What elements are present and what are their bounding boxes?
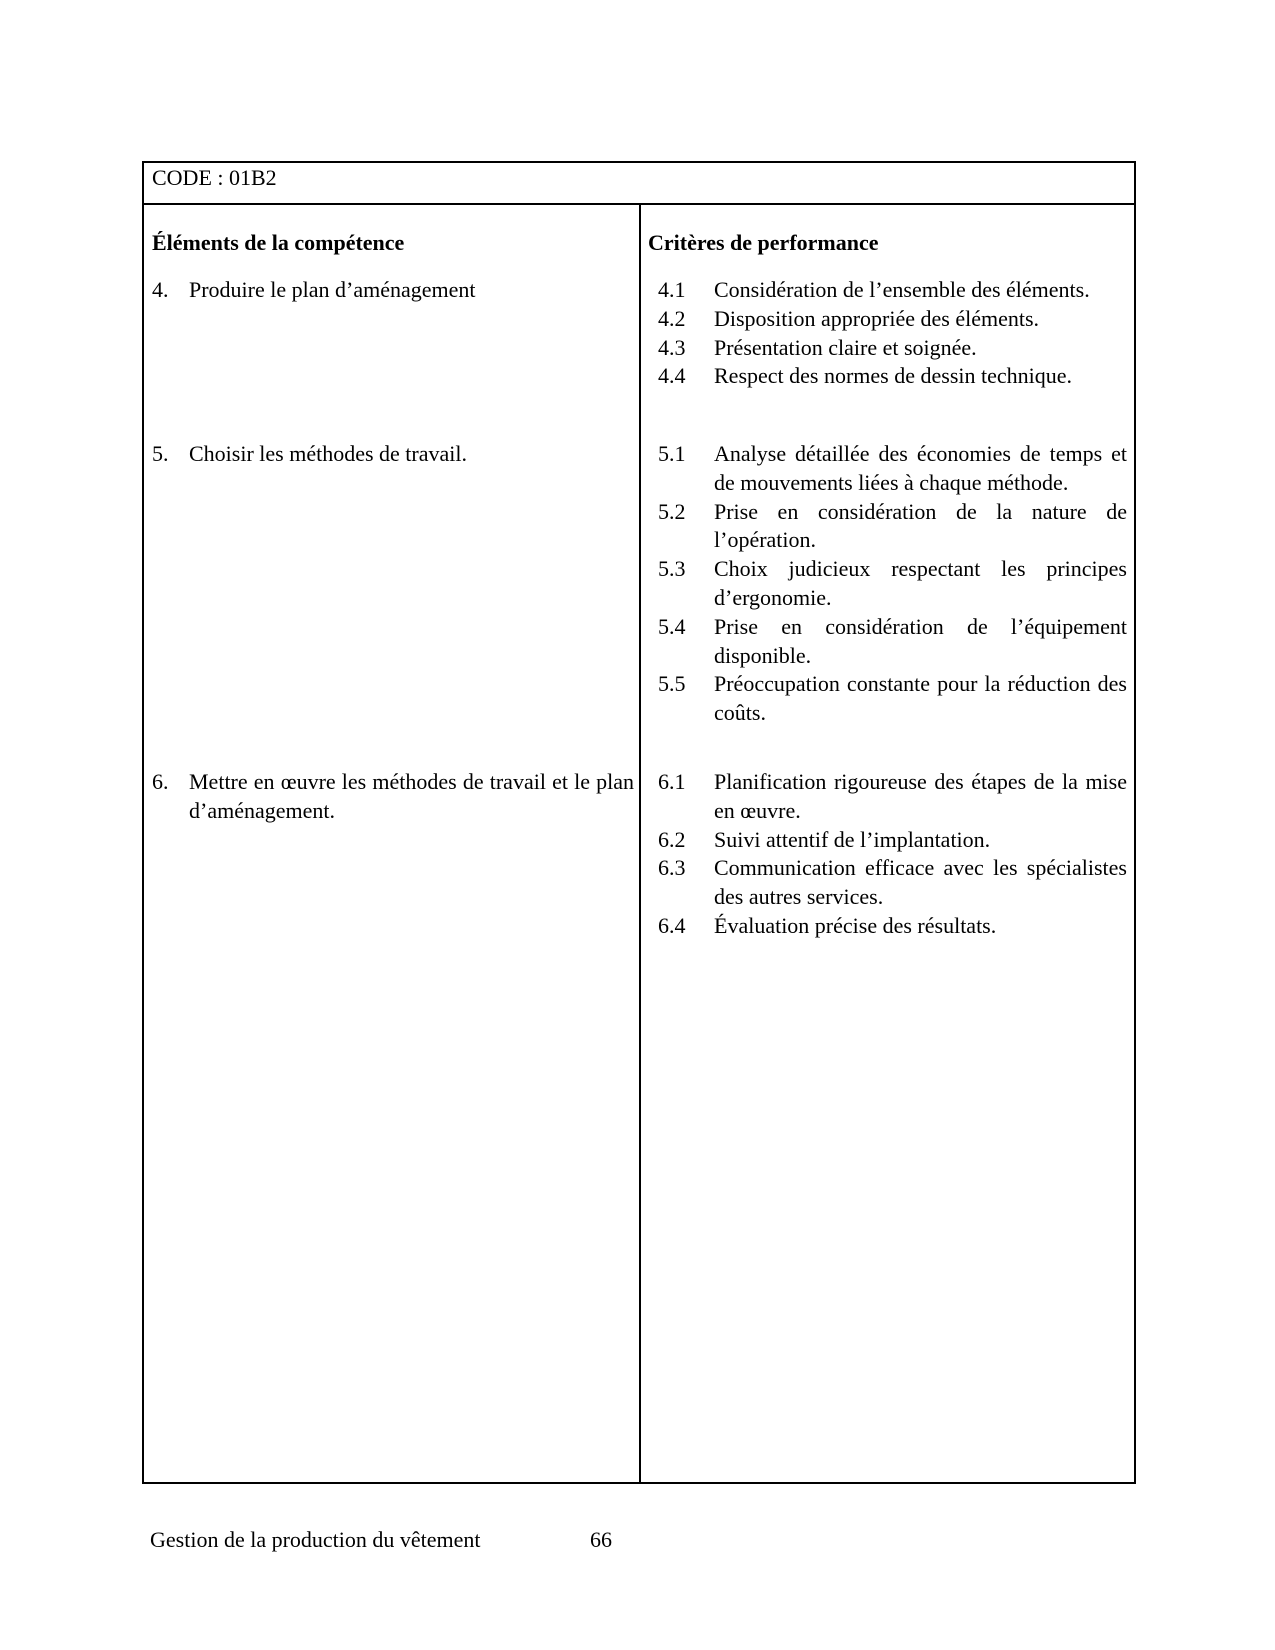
criteria-column bbox=[648, 203, 1127, 1482]
criterion-item bbox=[648, 305, 1127, 334]
column-divider bbox=[639, 203, 641, 1482]
criterion-item bbox=[648, 912, 1127, 941]
criterion-number: 4.4 bbox=[658, 363, 686, 389]
criteria-heading: Critères de performance bbox=[648, 230, 879, 255]
criteria-group-6 bbox=[648, 768, 1127, 941]
criterion-item bbox=[648, 613, 1127, 671]
criterion-text: Évaluation précise des résultats. bbox=[714, 912, 997, 938]
footer-title: Gestion de la production du vêtement bbox=[150, 1527, 481, 1552]
elements-heading: Éléments de la compétence bbox=[152, 230, 405, 255]
criterion-number: 4.2 bbox=[658, 305, 686, 331]
criterion-text: Préoccupation constante pour la réduction des coûts. bbox=[714, 671, 1127, 726]
criterion-text: Respect des normes de dessin technique. bbox=[714, 363, 1073, 389]
element-number: 4. bbox=[152, 277, 169, 302]
criterion-text: Communication efficace avec les spécialistes des autres services. bbox=[714, 855, 1127, 910]
element-number: 6. bbox=[152, 769, 169, 794]
competency-table bbox=[142, 161, 1136, 1484]
criterion-number: 5.1 bbox=[658, 441, 686, 466]
criteria-group-5 bbox=[648, 440, 1127, 728]
criterion-text: Prise en considération de la nature de l’opération. bbox=[714, 498, 1127, 553]
element-item-4 bbox=[152, 276, 634, 305]
criterion-item bbox=[648, 555, 1127, 613]
criterion-number: 5.5 bbox=[658, 671, 686, 697]
element-text: Produire le plan d’aménagement bbox=[189, 277, 476, 302]
criterion-text: Considération de l’ensemble des éléments. bbox=[714, 277, 1090, 302]
elements-column bbox=[152, 203, 634, 1482]
criterion-item bbox=[648, 334, 1127, 363]
criterion-text: Suivi attentif de l’implantation. bbox=[714, 826, 991, 852]
criterion-number: 6.2 bbox=[658, 826, 686, 852]
criterion-number: 6.4 bbox=[658, 912, 686, 938]
criterion-number: 4.3 bbox=[658, 334, 686, 360]
criteria-group-4 bbox=[648, 276, 1127, 391]
element-item-6 bbox=[152, 768, 634, 826]
criterion-text: Analyse détaillée des économies de temps et de mouvements liées à chaque méthode. bbox=[714, 441, 1127, 495]
criterion-text: Disposition appropriée des éléments. bbox=[714, 305, 1040, 331]
criterion-item bbox=[648, 826, 1127, 855]
criterion-item bbox=[648, 768, 1127, 826]
criterion-text: Présentation claire et soignée. bbox=[714, 334, 977, 360]
page-footer bbox=[150, 1527, 612, 1553]
criterion-text: Prise en considération de l’équipement disponible. bbox=[714, 613, 1127, 668]
criterion-number: 5.2 bbox=[658, 498, 686, 524]
criterion-number: 6.1 bbox=[658, 769, 686, 794]
criterion-item bbox=[648, 670, 1127, 728]
criterion-number: 5.3 bbox=[658, 556, 686, 582]
element-text: Choisir les méthodes de travail. bbox=[189, 441, 467, 466]
criterion-number: 4.1 bbox=[658, 277, 686, 302]
criterion-item bbox=[648, 276, 1127, 305]
criterion-text: Choix judicieux respectant les principes d’ergonomie. bbox=[714, 556, 1127, 610]
code-label: CODE : 01B2 bbox=[144, 163, 1134, 205]
page-number: 66 bbox=[590, 1527, 612, 1552]
criterion-number: 6.3 bbox=[658, 855, 686, 881]
element-text: Mettre en œuvre les méthodes de travail et le plan d’aménagement. bbox=[189, 769, 634, 823]
element-item-5 bbox=[152, 440, 634, 469]
criterion-item bbox=[648, 362, 1127, 391]
criterion-item bbox=[648, 440, 1127, 498]
criterion-item bbox=[648, 854, 1127, 912]
criterion-item bbox=[648, 498, 1127, 556]
element-number: 5. bbox=[152, 441, 169, 466]
criterion-number: 5.4 bbox=[658, 613, 686, 639]
criterion-text: Planification rigoureuse des étapes de la mise en œuvre. bbox=[714, 769, 1127, 823]
